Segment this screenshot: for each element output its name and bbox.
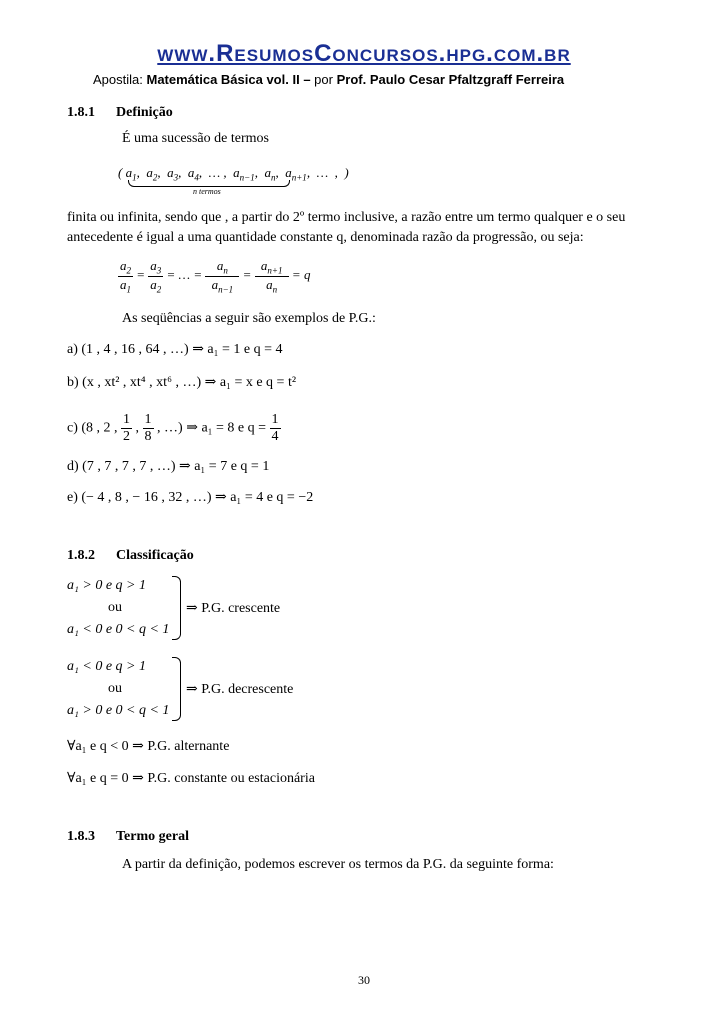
example-c-end: , …) ⇒ a₁ = 8 e q = [157,420,267,436]
apostila-label: Apostila: [93,72,143,87]
example-b: b) (x , xt² , xt⁴ , xt⁶ , …) ⇒ a₁ = x e q = t² [67,375,297,390]
brace-right-1 [172,576,181,640]
condition-1a: a₁ > 0 e q > 1 [67,578,146,593]
brace-label: n termos [193,187,221,196]
condition-2b: a₁ > 0 e 0 < q < 1 [67,703,170,718]
section-1-8-3-number: 1.8.3 [67,829,95,844]
or-2: ou [108,681,122,696]
dash: – [303,72,311,87]
example-a: a) (1 , 4 , 16 , 64 , …) ⇒ a₁ = 1 e q = 4 [67,342,283,357]
termo-geral-intro: A partir da definição, podemos escrever os termos da P.G. da seguinte forma: [122,857,554,872]
definition-intro: É uma sucessão de termos [122,131,269,146]
site-url[interactable]: www.ResumosConcursos.hpg.com.br [157,40,571,67]
definition-body: finita ou infinita, sendo que , a partir do 2º termo inclusive, a razão entre um termo qualquer e o seu antecedente é igual a uma quantidade constante q, denominada razão da progressão, ou seja: [67,210,626,245]
example-c: c) (8 , 2 , $\frac{1}{2}$ , $\frac{1}{8}$ , …) ⇒ a₁ = 8 e q = $\frac{1}{4}$ [67,412,279,444]
condition-alternante: ∀a₁ e q < 0 ⇒ P.G. alternante [67,739,230,754]
section-1-8-3-title: Termo geral [116,829,189,844]
section-1-8-2-title: Classificação [116,548,194,563]
por: por [314,72,333,87]
condition-constante: ∀a₁ e q = 0 ⇒ P.G. constante ou estacionária [67,771,315,786]
result-decrescente: ⇒ P.G. decrescente [186,682,294,697]
underbrace [128,180,290,187]
subtitle [93,72,564,87]
result-crescente: ⇒ P.G. crescente [186,601,281,616]
condition-2a: a₁ < 0 e q > 1 [67,659,146,674]
example-d: d) (7 , 7 , 7 , 7 , …) ⇒ a₁ = 7 e q = 1 [67,459,270,474]
section-1-8-1-number: 1.8.1 [67,105,95,120]
section-1-8-1-title: Definição [116,105,173,120]
page-number: 30 [358,973,370,987]
or-1: ou [108,600,122,615]
author: Prof. Paulo Cesar Pfaltzgraff Ferreira [336,72,565,87]
ratio-formula: $\frac{a_2}{a_1}$ = $\frac{a_3}{a_2}$ = … = $\frac{a_n}{a_{n-1}}$ = $\frac{a_{n+1}}{a_n}$ = q [120,258,311,295]
example-c-start: c) (8 , 2 , [67,420,118,436]
brace-right-2 [172,657,181,721]
sequence-expression: ( $a_1$, $a_2$, $a_3$, $a_4$, … , $a_{n-1}$, $a_n$, $a_{n+1}$, … , ) [118,165,349,183]
condition-1b: a₁ < 0 e 0 < q < 1 [67,622,170,637]
examples-intro: As seqüências a seguir são exemplos de P.G.: [122,311,376,326]
section-1-8-2-number: 1.8.2 [67,548,95,563]
example-e: e) (− 4 , 8 , − 16 , 32 , …) ⇒ a₁ = 4 e q = −2 [67,490,314,505]
apostila-title: Matemática Básica vol. II [146,72,300,87]
